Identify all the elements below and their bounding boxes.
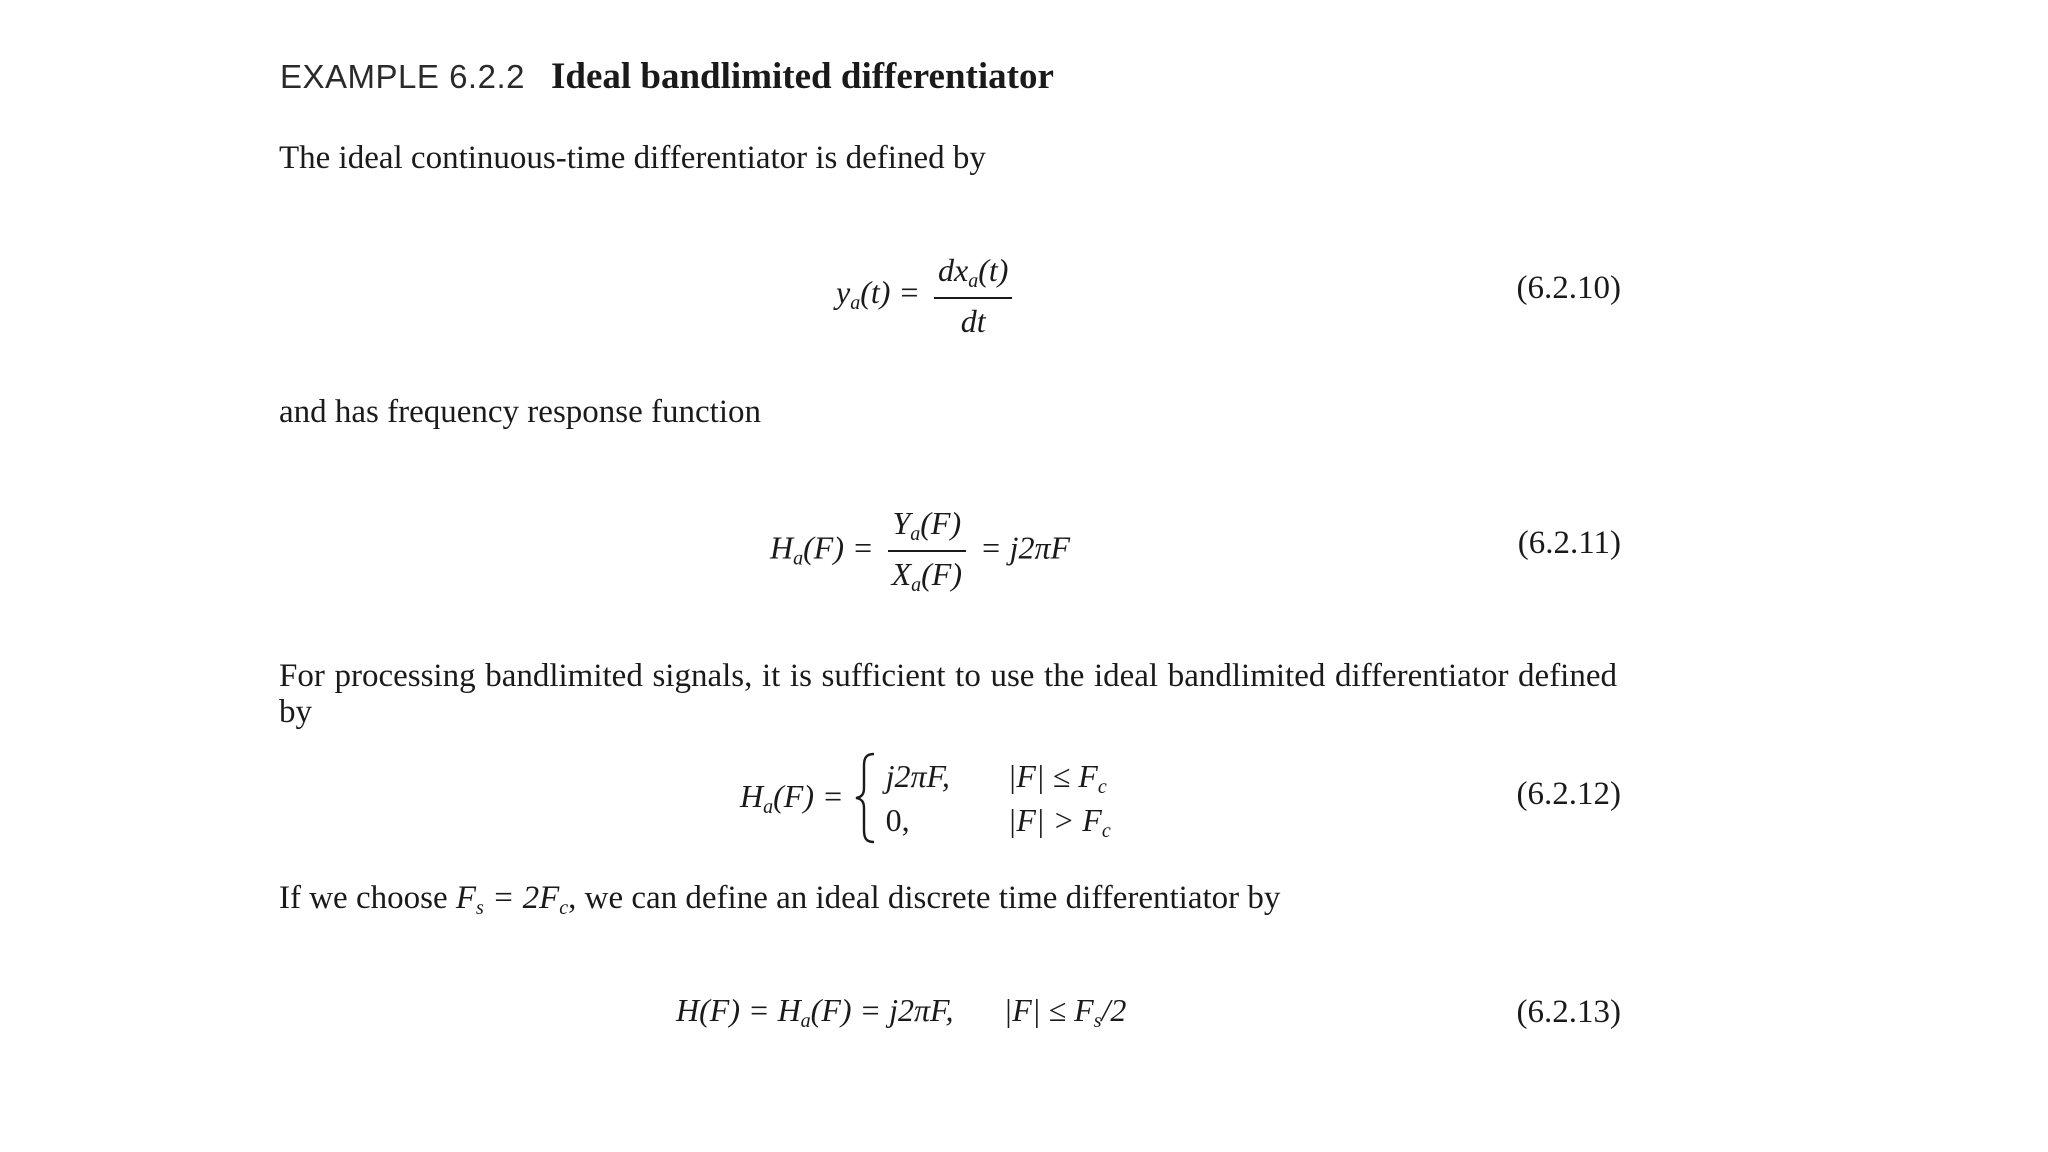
equation-number-6-2-12: (6.2.12)	[1516, 776, 1621, 812]
eq11-fraction	[888, 507, 966, 595]
equation-6-2-12: $H_a(F)$ = j2πF, $|F| \le F_c$ 0, $|F| > F_c$	[740, 752, 1111, 844]
left-brace	[852, 752, 878, 844]
example-heading	[280, 58, 1054, 95]
paragraph-3: For processing bandlimited signals, it is sufficient to use the ideal bandlimited differentiator defined by	[279, 658, 1617, 730]
eq11-denominator: $X_a(F)$	[891, 556, 962, 596]
example-label: EXAMPLE 6.2.2	[280, 58, 525, 95]
example-title: Ideal bandlimited differentiator	[550, 56, 1054, 97]
inline-math-fs-2fc: $F_s = 2F_c$	[455, 880, 569, 919]
equation-6-2-10	[836, 254, 1018, 337]
equation-number-6-2-11: (6.2.11)	[1517, 525, 1621, 561]
eq12-cases	[886, 754, 1111, 842]
eq10-lhs-arg: (t) =	[860, 273, 920, 310]
eq12-case-1: j2πF, $|F| \le F_c$	[885, 758, 1107, 798]
eq12-case-2: 0, $|F| > F_c$	[885, 802, 1111, 842]
paragraph-4: If we choose $F_s = 2F_c$, we can define an ideal discrete time differentiator by	[279, 880, 1281, 919]
equation-6-2-13: $H(F) = H_a(F) = j2\pi F$, $|F| \le F_s/2$	[676, 992, 1127, 1032]
paragraph-2: and has frequency response function	[279, 394, 761, 430]
equation-6-2-11: $H_a(F)$ = $\frac{Y_a(F)}{X_a(F)}$ = j2πF	[770, 505, 1071, 596]
paragraph-1: The ideal continuous-time differentiator is defined by	[279, 140, 986, 176]
eq10-lhs-sub: a	[850, 291, 861, 314]
eq10-numerator: $dx_a(t)$	[934, 254, 1012, 299]
equation-number-6-2-13: (6.2.13)	[1516, 994, 1621, 1030]
eq11-numerator: $Y_a(F)$	[888, 507, 966, 552]
equation-number-6-2-10: (6.2.10)	[1516, 270, 1621, 306]
eq11-rhs: = j2πF	[979, 529, 1071, 566]
eq10-fraction	[934, 254, 1012, 337]
eq10-lhs: y	[836, 273, 851, 310]
eq10-denominator: dt	[960, 303, 986, 339]
